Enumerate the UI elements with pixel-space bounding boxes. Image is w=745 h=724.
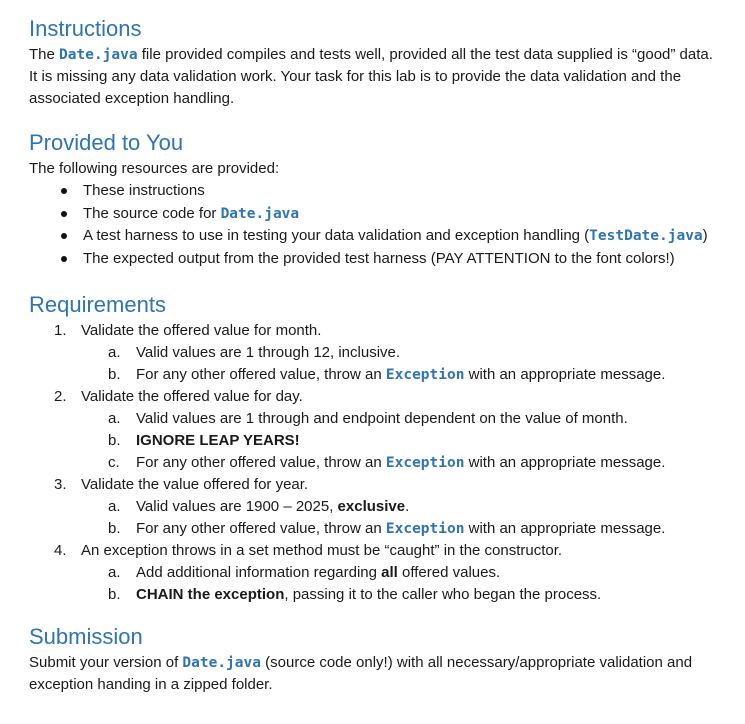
code-exception: Exception <box>385 367 465 383</box>
list-item: The expected output from the provided test harness (PAY ATTENTION to the font colors!) <box>29 248 708 271</box>
requirement-1b <box>29 364 665 386</box>
provided-section <box>29 128 708 270</box>
code-date-java: Date.java <box>220 205 300 222</box>
submission-heading: Submission <box>29 624 143 649</box>
text-bold: exclusive <box>337 498 406 515</box>
requirement-1 <box>29 320 665 342</box>
list-number: 4. <box>54 542 67 559</box>
requirement-4 <box>29 540 665 562</box>
text: Submit your version of <box>29 654 183 671</box>
list-letter: a. <box>108 498 121 515</box>
instructions-section <box>29 14 713 110</box>
requirement-3a <box>29 496 665 518</box>
list-letter: c. <box>108 454 120 471</box>
text: Valid values are 1 through and endpoint dependent on the value of month. <box>136 410 628 427</box>
requirement-2 <box>29 386 665 408</box>
text: with an appropriate message. <box>464 366 666 383</box>
text: The <box>29 46 60 63</box>
text-bold: CHAIN the exception <box>136 586 285 603</box>
text: Valid values are 1 through 12, inclusive. <box>136 344 401 361</box>
instructions-paragraph-line-3: associated exception handling. <box>29 90 235 107</box>
text: For any other offered value, throw an <box>136 454 386 471</box>
text-bold: all <box>381 564 398 581</box>
code-exception: Exception <box>385 455 465 471</box>
list-number: 3. <box>54 476 67 493</box>
text: Validate the offered value for month. <box>81 322 322 339</box>
list-letter: b. <box>108 432 121 449</box>
requirement-3b <box>29 518 665 540</box>
requirement-2b <box>29 430 665 452</box>
list-item: These instructions <box>29 180 708 203</box>
text: An exception throws in a set method must be “caught” in the constructor. <box>81 542 563 559</box>
list-item <box>29 225 708 248</box>
instructions-heading: Instructions <box>29 16 142 41</box>
instructions-paragraph-line-1 <box>29 44 713 66</box>
list-letter: a. <box>108 410 121 427</box>
list-letter: b. <box>108 520 121 537</box>
code-date-java: Date.java <box>182 655 261 671</box>
text: offered values. <box>397 564 501 581</box>
text: Validate the value offered for year. <box>81 476 309 493</box>
text: with an appropriate message. <box>464 454 666 471</box>
text: , passing it to the caller who began the process. <box>284 586 602 603</box>
provided-list <box>29 180 708 270</box>
text: (source code only!) with all necessary/appropriate validation and <box>260 654 693 671</box>
text: . <box>405 498 410 515</box>
provided-heading: Provided to You <box>29 130 184 155</box>
text: A test harness to use in testing your data validation and exception handling ( <box>83 227 590 244</box>
submission-paragraph-line-1 <box>29 652 692 674</box>
list-letter: b. <box>108 366 121 383</box>
requirement-3 <box>29 474 665 496</box>
requirement-2a <box>29 408 665 430</box>
provided-intro: The following resources are provided: <box>29 160 280 177</box>
text: Valid values are 1900 – 2025, <box>136 498 338 515</box>
code-exception: Exception <box>385 521 465 537</box>
requirement-4b <box>29 584 665 606</box>
text: For any other offered value, throw an <box>136 520 386 537</box>
requirements-heading: Requirements <box>29 292 166 317</box>
text: Validate the offered value for day. <box>81 388 303 405</box>
text: with an appropriate message. <box>464 520 666 537</box>
text: file provided compiles and tests well, provided all the test data supplied is “good” data. <box>137 46 713 63</box>
requirement-1a <box>29 342 665 364</box>
requirements-section <box>29 290 665 606</box>
text: The source code for <box>83 204 221 222</box>
list-number: 2. <box>54 388 67 405</box>
list-item <box>29 203 708 226</box>
code-testdate-java: TestDate.java <box>589 228 703 244</box>
list-letter: b. <box>108 586 121 603</box>
text-bold: IGNORE LEAP YEARS! <box>136 432 300 449</box>
list-number: 1. <box>54 322 67 339</box>
requirement-4a <box>29 562 665 584</box>
text: For any other offered value, throw an <box>136 366 386 383</box>
list-letter: a. <box>108 564 121 581</box>
requirement-2c <box>29 452 665 474</box>
code-date-java: Date.java <box>59 47 138 63</box>
text: ) <box>702 227 708 244</box>
text: Add additional information regarding <box>136 564 382 581</box>
submission-section <box>29 622 692 696</box>
list-letter: a. <box>108 344 121 361</box>
instructions-paragraph-line-2: It is missing any data validation work. Your task for this lab is to provide the data validation and the <box>29 68 682 85</box>
submission-paragraph-line-2: exception handing in a zipped folder. <box>29 676 273 693</box>
